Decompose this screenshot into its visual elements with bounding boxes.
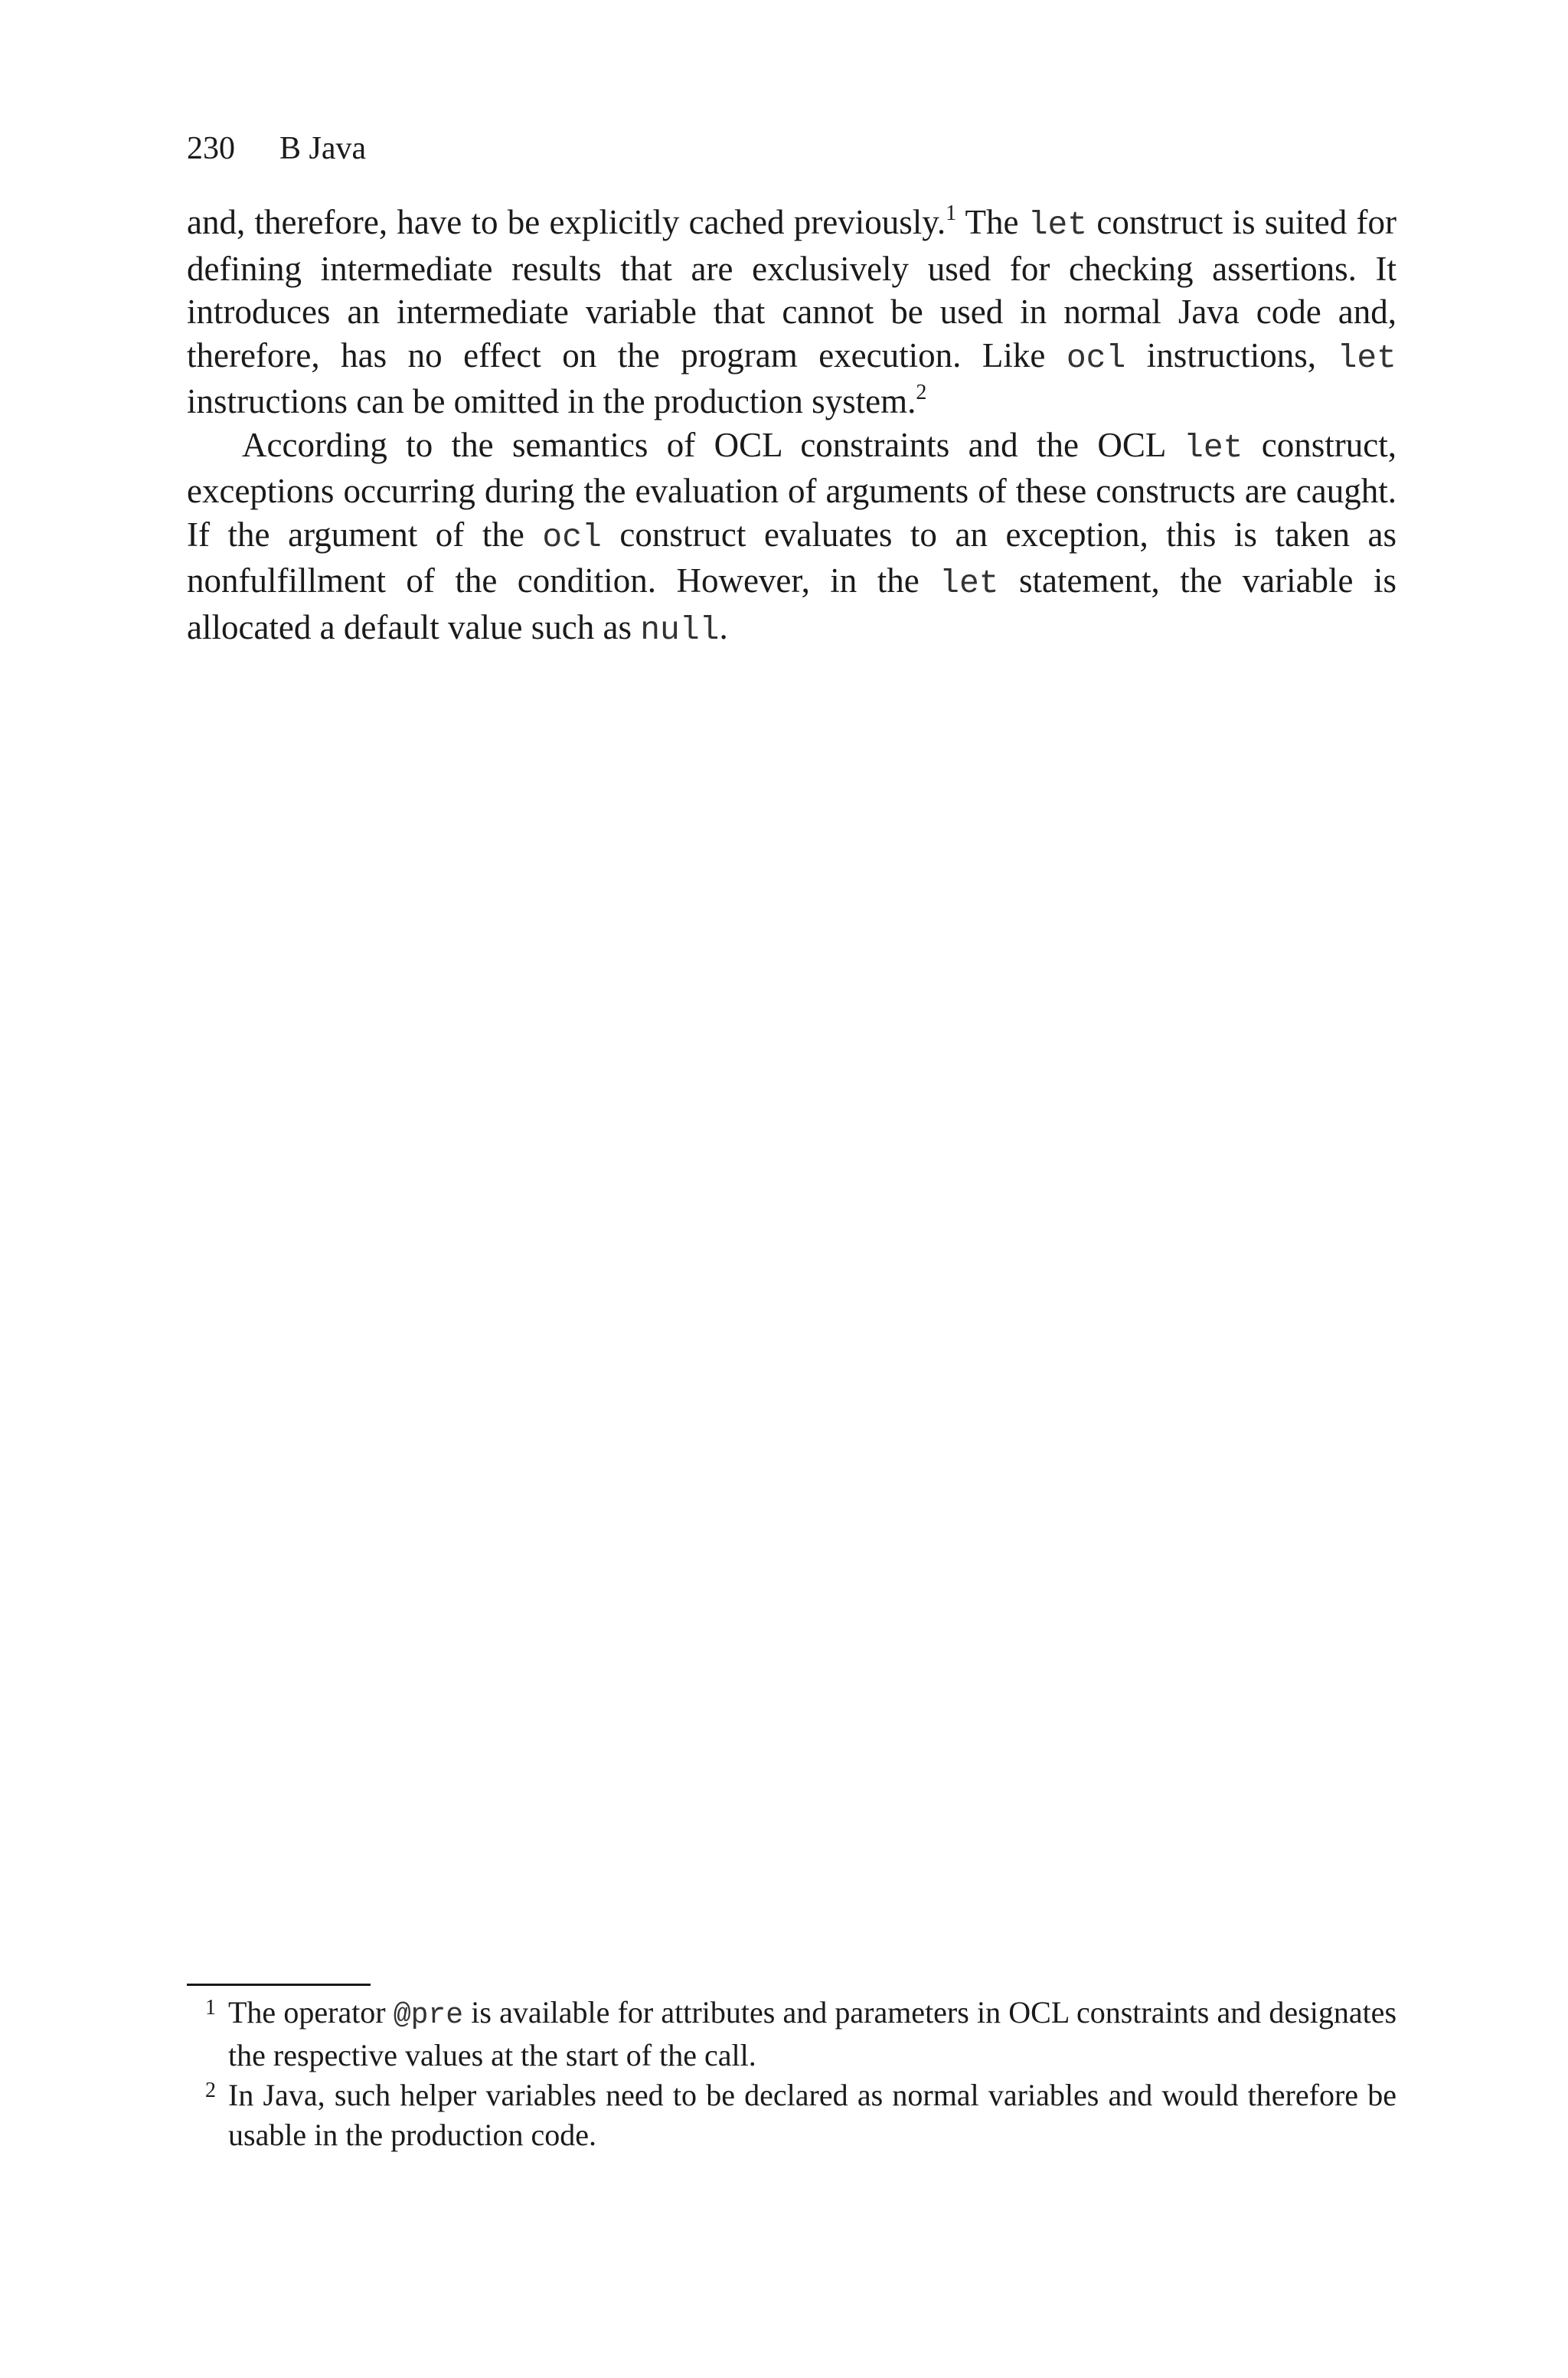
inline-code: @pre xyxy=(393,1999,464,2032)
inline-code: ocl xyxy=(1066,339,1126,377)
footnote xyxy=(187,1993,1396,2075)
chapter-title: B Java xyxy=(279,131,367,166)
text-run: construct is suited for defining intermediate results that are exclusively used for checking assertions. It introduces an intermediate variable that cannot be used in normal Java code and, therefore, has no effect on the program execution. Like xyxy=(187,203,1396,375)
footnote-text: In Java, such helper variables need to be declared as normal variables and would therefore be usable in the production code. xyxy=(228,2078,1396,2152)
footnote xyxy=(187,2075,1396,2155)
paragraph xyxy=(187,201,1396,424)
text-run: construct evaluates to an exception, this is taken as nonfulfillment of the condition. However, in the xyxy=(187,515,1397,600)
inline-code: let xyxy=(1027,206,1088,244)
paragraph xyxy=(187,424,1396,653)
running-head xyxy=(187,129,366,168)
body-text xyxy=(187,201,1396,652)
text-run: statement, the variable is allocated a default value such as xyxy=(187,561,1396,646)
footnote-ref: 2 xyxy=(916,381,927,404)
text-run: According to the semantics of OCL constraints and the OCL xyxy=(242,425,1184,464)
footnote-divider xyxy=(187,1984,371,1986)
footnotes xyxy=(187,1993,1396,2155)
text-run: The xyxy=(956,203,1028,241)
footnote-ref: 1 xyxy=(946,201,957,225)
footnote-text: is available for attributes and parameters in OCL constraints and designates the respective values at the start of the call. xyxy=(228,1995,1397,2072)
footnote-number: 2 xyxy=(205,2079,216,2102)
footnote-number: 1 xyxy=(205,1996,216,2020)
inline-code: ocl xyxy=(542,518,602,556)
text-run: and, therefore, have to be explicitly cached previously. xyxy=(187,203,946,241)
footnote-text: The operator xyxy=(228,1995,394,2030)
inline-code: let xyxy=(939,564,999,602)
text-run: construct, exceptions occurring during the evaluation of arguments of these constructs are caught. If the argument of the xyxy=(187,425,1396,554)
inline-code: let xyxy=(1184,428,1243,466)
page-number: 230 xyxy=(187,131,235,166)
text-run: . xyxy=(719,607,728,646)
text-run: instructions can be omitted in the production system. xyxy=(187,382,916,420)
inline-code: null xyxy=(640,610,720,649)
text-run: instructions, xyxy=(1125,335,1338,375)
inline-code: let xyxy=(1337,339,1396,377)
